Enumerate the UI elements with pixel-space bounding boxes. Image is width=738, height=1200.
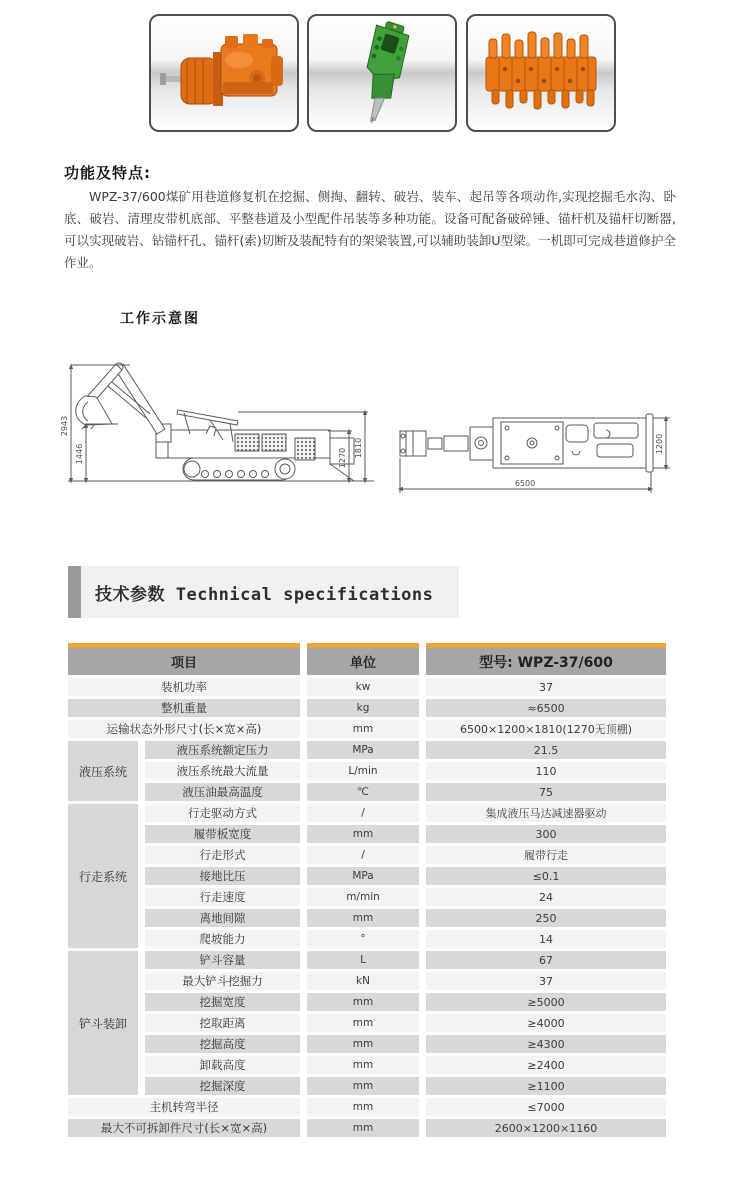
table-row [68, 1035, 666, 1053]
value-cell: ≥4300 [426, 1035, 666, 1053]
table-row [68, 930, 666, 948]
value-cell: ≤0.1 [426, 867, 666, 885]
item-cell: 最大铲斗挖掘力 [145, 972, 300, 990]
working-diagram [60, 352, 738, 520]
table-row [68, 993, 666, 1011]
unit-cell: / [307, 804, 419, 822]
item-cell: 行走形式 [145, 846, 300, 864]
unit-cell: mm [307, 993, 419, 1011]
item-cell: 装机功率 [68, 678, 300, 696]
item-cell: 运输状态外形尺寸(长×宽×高) [68, 720, 300, 738]
value-cell: ≥4000 [426, 1014, 666, 1032]
product-photo-breaker [307, 14, 457, 132]
header-unit: 单位 [307, 643, 419, 675]
item-cell: 行走速度 [145, 888, 300, 906]
table-row [68, 678, 666, 696]
table-row [68, 972, 666, 990]
value-cell: ≥2400 [426, 1056, 666, 1074]
table-row [68, 699, 666, 717]
item-cell: 行走驱动方式 [145, 804, 300, 822]
unit-cell: kN [307, 972, 419, 990]
unit-cell: mm [307, 1014, 419, 1032]
group-cell-hydraulic: 液压系统 [68, 741, 138, 801]
table-row [68, 1077, 666, 1095]
unit-cell: / [307, 846, 419, 864]
hydraulic-pump-image [159, 26, 289, 121]
group-cell-bucket: 铲斗装卸 [68, 951, 138, 1095]
group-cell-travel: 行走系统 [68, 804, 138, 948]
value-cell: 21.5 [426, 741, 666, 759]
table-row [68, 741, 666, 759]
product-photo-row [0, 0, 738, 150]
unit-cell: mm [307, 1119, 419, 1137]
table-row [68, 825, 666, 843]
item-cell: 液压油最高温度 [145, 783, 300, 801]
unit-cell: mm [307, 1098, 419, 1116]
value-cell: ≥1100 [426, 1077, 666, 1095]
diagram-heading: 工作示意图 [120, 311, 200, 327]
hydraulic-breaker-image [326, 20, 438, 126]
unit-cell: mm [307, 909, 419, 927]
item-cell: 挖掘高度 [145, 1035, 300, 1053]
multiway-valve-image [475, 25, 607, 121]
title-accent-bar [68, 566, 81, 618]
table-row [68, 1056, 666, 1074]
unit-cell: ℃ [307, 783, 419, 801]
item-cell: 爬坡能力 [145, 930, 300, 948]
table-row [68, 888, 666, 906]
item-cell: 主机转弯半径 [68, 1098, 300, 1116]
value-cell: 250 [426, 909, 666, 927]
value-cell: 75 [426, 783, 666, 801]
table-row [68, 909, 666, 927]
value-cell: 300 [426, 825, 666, 843]
item-cell: 接地比压 [145, 867, 300, 885]
table-row [68, 867, 666, 885]
item-cell: 液压系统额定压力 [145, 741, 300, 759]
dim-side-overall-height: 1810 [354, 437, 363, 459]
header-model: 型号: WPZ-37/600 [426, 643, 666, 675]
features-heading: 功能及特点: [64, 164, 151, 182]
features-paragraph: WPZ-37/600煤矿用巷道修复机在挖掘、侧掏、翻转、破岩、装车、起吊等各项动作,实现挖掘毛水沟、卧底、破岩、清理皮带机底部、平整巷道及小型配件吊装等多种功能。设备可配备破碎锤、锚杆机及锚杆切断器,可以实现破岩、钻锚杆孔、锚杆(索)切断及装配特有的架梁装置,可以辅助装卸U型梁。一机即可完成巷道修护全作业。 [64, 189, 676, 270]
dim-top-length: 6500 [514, 479, 536, 488]
machine-drawings [60, 352, 738, 520]
item-cell: 离地间隙 [145, 909, 300, 927]
spec-table [61, 640, 673, 1140]
dim-top-width: 1200 [655, 433, 664, 455]
table-row [68, 804, 666, 822]
item-cell: 挖掘宽度 [145, 993, 300, 1011]
unit-cell: mm [307, 1056, 419, 1074]
item-cell: 卸载高度 [145, 1056, 300, 1074]
item-cell: 整机重量 [68, 699, 300, 717]
product-photo-valve [466, 14, 616, 132]
value-cell: 履带行走 [426, 846, 666, 864]
value-cell: ≥5000 [426, 993, 666, 1011]
table-header-row [68, 643, 666, 675]
value-cell: 14 [426, 930, 666, 948]
value-cell: 37 [426, 678, 666, 696]
unit-cell: mm [307, 825, 419, 843]
item-cell: 挖取距离 [145, 1014, 300, 1032]
unit-cell: MPa [307, 867, 419, 885]
unit-cell: mm [307, 1035, 419, 1053]
dim-side-max-height: 2943 [60, 415, 69, 437]
product-photo-pump [149, 14, 299, 132]
table-row [68, 846, 666, 864]
unit-cell: mm [307, 1077, 419, 1095]
value-cell: 6500×1200×1810(1270无顶棚) [426, 720, 666, 738]
table-row [68, 762, 666, 780]
value-cell: 集成液压马达减速器驱动 [426, 804, 666, 822]
table-row [68, 1119, 666, 1137]
table-row [68, 720, 666, 738]
table-row [68, 1014, 666, 1032]
value-cell: 2600×1200×1160 [426, 1119, 666, 1137]
table-row [68, 951, 666, 969]
value-cell: ≈6500 [426, 699, 666, 717]
table-row [68, 1098, 666, 1116]
unit-cell: L [307, 951, 419, 969]
table-row [68, 783, 666, 801]
dim-side-body-height: 1270 [338, 447, 347, 469]
unit-cell: kg [307, 699, 419, 717]
item-cell: 挖掘深度 [145, 1077, 300, 1095]
header-item: 项目 [68, 643, 300, 675]
unit-cell: ° [307, 930, 419, 948]
specs-section-title [68, 566, 459, 618]
title-background [81, 566, 459, 618]
value-cell: 67 [426, 951, 666, 969]
unit-cell: mm [307, 720, 419, 738]
unit-cell: kw [307, 678, 419, 696]
item-cell: 液压系统最大流量 [145, 762, 300, 780]
item-cell: 履带板宽度 [145, 825, 300, 843]
unit-cell: MPa [307, 741, 419, 759]
dim-side-bucket-height: 1446 [75, 443, 84, 465]
item-cell: 铲斗容量 [145, 951, 300, 969]
value-cell: ≤7000 [426, 1098, 666, 1116]
unit-cell: L/min [307, 762, 419, 780]
value-cell: 110 [426, 762, 666, 780]
specs-title-text: 技术参数 Technical specifications [95, 584, 434, 605]
value-cell: 37 [426, 972, 666, 990]
value-cell: 24 [426, 888, 666, 906]
item-cell: 最大不可拆卸件尺寸(长×宽×高) [68, 1119, 300, 1137]
unit-cell: m/min [307, 888, 419, 906]
